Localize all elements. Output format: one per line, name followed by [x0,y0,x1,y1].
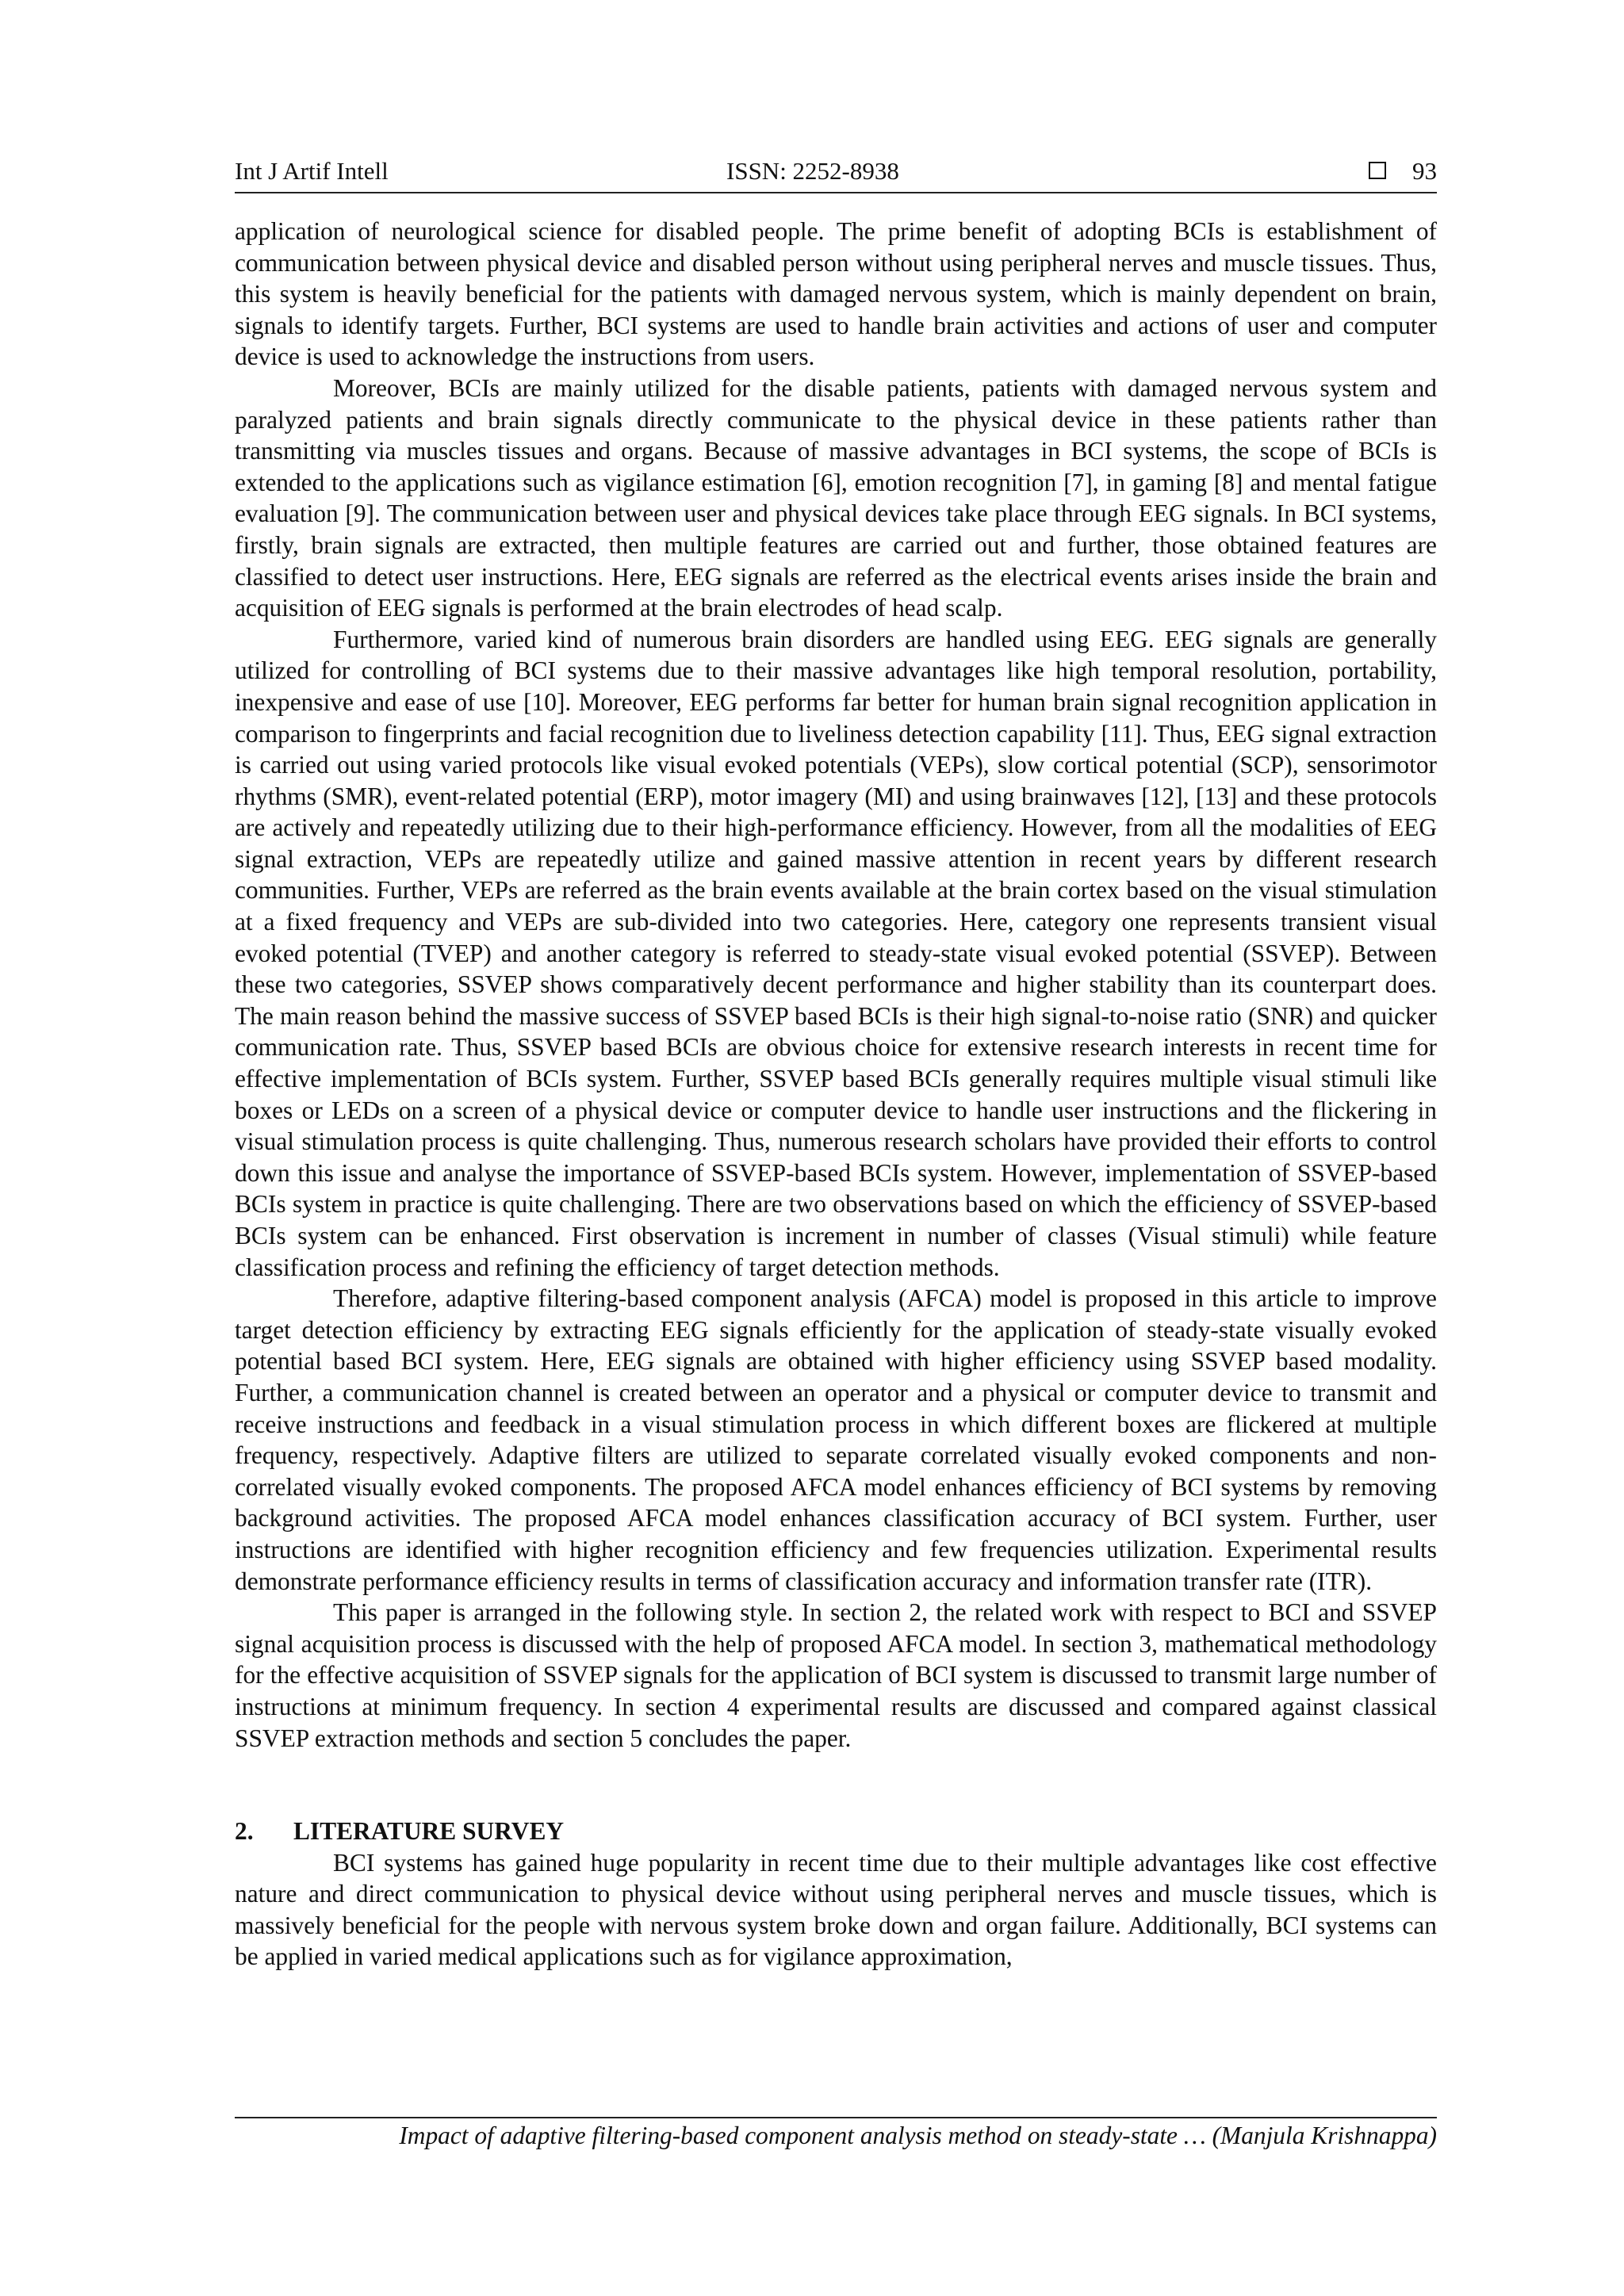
square-outline-icon [1369,162,1386,179]
paragraph: Furthermore, varied kind of numerous brain disorders are handled using EEG. EEG signals are generally utilized for controlling of BCI systems due to their massive advantages like high temporal resolution, portability, inexpensive and ease of use [10]. Moreover, EEG performs far better for human brain signal recognition application in comparison to fingerprints and facial recognition due to liveliness detection capability [11]. Thus, EEG signal extraction is carried out using varied protocols like visual evoked potentials (VEPs), slow cortical potential (SCP), sensorimotor rhythms (SMR), event-related potential (ERP), motor imagery (MI) and using brainwaves [12], [13] and these protocols are actively and repeatedly utilizing due to their high-performance efficiency. However, from all the modalities of EEG signal extraction, VEPs are repeatedly utilize and gained massive attention in recent years by different research communities. Further, VEPs are referred as the brain events available at the brain cortex based on the visual stimulation at a fixed frequency and VEPs are sub-divided into two categories. Here, category one represents transient visual evoked potential (TVEP) and another category is referred to steady-state visual evoked potential (SSVEP). Between these two categories, SSVEP shows comparatively decent performance and higher stability than its counterpart does. The main reason behind the massive success of SSVEP based BCIs is their high signal-to-noise ratio (SNR) and quicker communication rate. Thus, SSVEP based BCIs are obvious choice for extensive research interests in recent time for effective implementation of BCIs system. Further, SSVEP based BCIs generally requires multiple visual stimuli like boxes or LEDs on a screen of a physical device or computer device to handle user instructions and the flickering in visual stimulation process is quite challenging. Thus, numerous research scholars have provided their efforts to control down this issue and analyse the importance of SSVEP-based BCIs system. However, implementation of SSVEP-based BCIs system in practice is quite challenging. There are two observations based on which the efficiency of SSVEP-based BCIs system can be enhanced. First observation is increment in number of classes (Visual stimuli) while feature classification process and refining the efficiency of target detection methods. [235,625,1437,1281]
section-number: 2. [235,1817,254,1846]
body-text [235,216,1437,1973]
paragraph: Moreover, BCIs are mainly utilized for the disable patients, patients with damaged nervous system and paralyzed patients and brain signals directly communicate to the physical device in these patients rather than transmitting via muscles tissues and organs. Because of massive advantages in BCI systems, the scope of BCIs is extended to the applications such as vigilance estimation [6], emotion recognition [7], in gaming [8] and mental fatigue evaluation [9]. The communication between user and physical devices take place through EEG signals. In BCI systems, firstly, brain signals are extracted, then multiple features are carried out and further, those obtained features are classified to detect user instructions. Here, EEG signals are referred as the electrical events arises inside the brain and acquisition of EEG signals is performed at the brain electrodes of head scalp. [235,373,1437,622]
paragraph: Therefore, adaptive filtering-based component analysis (AFCA) model is proposed in this article to improve target detection efficiency by extracting EEG signals efficiently for the application of steady-state visually evoked potential based BCI system. Here, EEG signals are obtained with higher efficiency using SSVEP based modality. Further, a communication channel is created between an operator and a physical or computer device to transmit and receive instructions and feedback in a visual stimulation process in which different boxes are flickered at multiple frequency, respectively. Adaptive filters are utilized to separate correlated visually evoked components and non-correlated visually evoked components. The proposed AFCA model enhances efficiency of BCI systems by removing background activities. The proposed AFCA model enhances classification accuracy of BCI system. Further, user instructions are identified with higher recognition efficiency and few frequencies utilization. Experimental results demonstrate performance efficiency results in terms of classification accuracy and information transfer rate (ITR). [235,1284,1437,1595]
page-header [235,155,1437,193]
issn: ISSN: 2252-8938 [726,157,899,185]
page-footer: Impact of adaptive filtering-based component analysis method on steady-state … (Manjula Krishnappa) [235,2117,1437,2150]
section-heading [235,1816,1437,1847]
page-number: 93 [1412,157,1437,185]
paragraph: This paper is arranged in the following style. In section 2, the related work with respect to BCI and SSVEP signal acquisition process is discussed with the help of proposed AFCA model. In section 3, mathematical methodology for the effective acquisition of SSVEP signals for the application of BCI system is discussed to transmit large number of instructions at minimum frequency. In section 4 experimental results are discussed and compared against classical SSVEP extraction methods and section 5 concludes the paper. [235,1598,1437,1752]
section-title: LITERATURE SURVEY [293,1817,565,1846]
journal-name: Int J Artif Intell [235,157,389,185]
paragraph: BCI systems has gained huge popularity in recent time due to their multiple advantages like cost effective nature and direct communication to physical device without using peripheral nerves and muscle tissues, which is massively beneficial for the people with nervous system broke down and organ failure. Additionally, BCI systems can be applied in varied medical applications such as for vigilance approximation, [235,1848,1437,1971]
paragraph: application of neurological science for disabled people. The prime benefit of adopting BCIs is establishment of communication between physical device and disabled person without using peripheral nerves and muscle tissues. Thus, this system is heavily beneficial for the patients with damaged nervous system, which is mainly dependent on brain, signals to identify targets. Further, BCI systems are used to handle brain activities and actions of user and computer device is used to acknowledge the instructions from users. [235,217,1437,371]
